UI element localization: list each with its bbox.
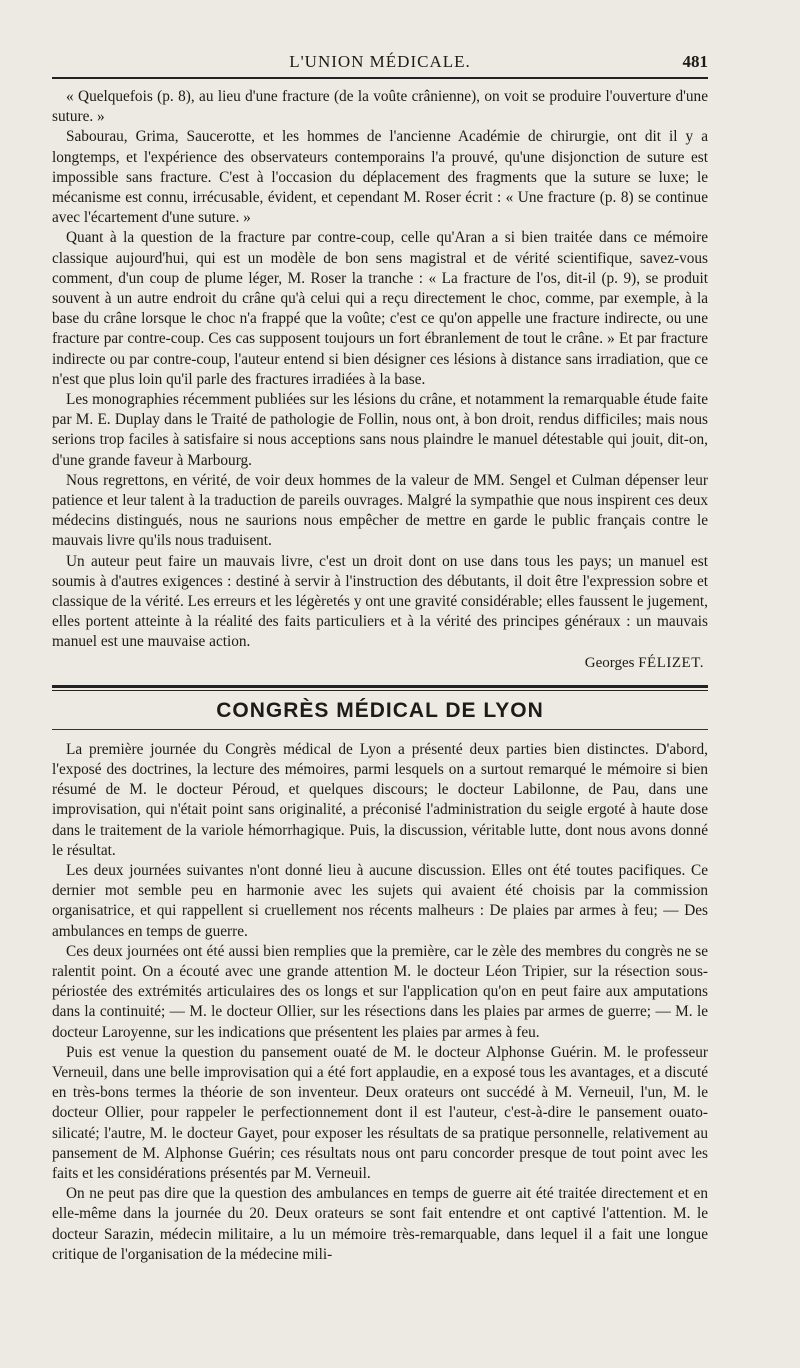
section-divider: [52, 685, 708, 691]
paragraph: Un auteur peut faire un mauvais livre, c'est un droit dont on use dans tous les pays; un manuel est soumis à d'autres exigences : destiné à servir à l'instruction des débutants, il doit être l'expression sobre et classique de la vérité. Les erreurs et les légèretés y ont une gravité considérable; elles faussent le jugement, elles portent atteinte à la réalité des faits particuliers et à la vérité des principes généraux : un mauvais manuel est une mauvaise action.: [52, 552, 708, 651]
paragraph: Puis est venue la question du pansement ouaté de M. le docteur Alphonse Guérin. M. le professeur Verneuil, dans une belle improvisation qui a été fort applaudie, en a exposé tous les avantages, et a discuté en très-bons termes la théorie de son inventeur. Deux orateurs ont succédé à M. Verneuil, l'un, M. le docteur Ollier, pour rappeler le perfectionnement dont il est l'auteur, c'est-à-dire le pansement ouato-silicaté; l'autre, M. le docteur Gayet, pour exposer les résultats de sa pratique personnelle, relativement au pansement de M. Alphonse Guérin; ces résultats nous ont paru concorder presque de tout point avec les faits et les considérations présentés par M. Verneuil.: [52, 1043, 708, 1182]
paragraph: La première journée du Congrès médical de Lyon a présenté deux parties bien distinctes. D'abord, l'exposé des doctrines, la lecture des mémoires, parmi lesquels on a surtout remarqué le mémoire si bien résumé de M. le docteur Péroud, et quelques discours; le docteur Labilonne, de Pau, dans une improvisation, qui n'était point sans originalité, a préconisé l'administration du seigle ergoté à haute dose dans le traitement de la variole hémorrhagique. Puis, la discussion, véritable lutte, dont nous avons donné le résultat.: [52, 740, 708, 859]
author-signature: [52, 653, 708, 673]
section-title: CONGRÈS MÉDICAL DE LYON: [52, 699, 708, 730]
signature-first-name: Georges: [584, 654, 635, 671]
paragraph: Quant à la question de la fracture par contre-coup, celle qu'Aran a si bien traitée dans ce mémoire classique aujourd'hui, qui est un modèle de bon sens magistral et de vérité scientifique, savez-vous comment, d'un coup de plume léger, M. Roser la tranche : « La fracture de l'os, dit-il (p. 9), se produit souvent à un autre endroit du crâne qu'à celui qui a reçu directement le choc, comme, par exemple, à la base du crâne lorsque le choc n'a frappé que la voûte; c'est ce qu'on appelle une fracture indirecte, ou une fracture par contre-coup. Ces cas supposent toujours un fort ébranlement de tout le crâne. » Et par fracture indirecte ou par contre-coup, l'auteur entend si bien désigner ces lésions à distance sans irradiation, que ce n'est que plus loin qu'il parle des fractures irradiées à la base.: [52, 229, 708, 388]
paragraph: Ces deux journées ont été aussi bien remplies que la première, car le zèle des membres du congrès ne se ralentit point. On a écouté avec une grande attention M. le docteur Léon Tripier, sur la résection sous-périostée des extrémités articulaires des os longs et sur l'application qu'on en peut faire aux amputations dans la continuité; — M. le docteur Ollier, sur les résections dans les plaies par armes de guerre; — M. le docteur Laroyenne, sur les indications que présentent les plaies par armes à feu.: [52, 942, 708, 1041]
paragraph: Sabourau, Grima, Saucerotte, et les hommes de l'ancienne Académie de chirurgie, ont dit il y a longtemps, et l'expérience des observateurs contemporains l'a prouvé, qu'une disjonction de suture est impossible sans fracture. C'est à l'occasion du déplacement des fragments que la suture se luxe; le mécanisme est connu, irrécusable, évident, et cependant M. Roser écrit : « Une fracture (p. 8) se continue avec l'écartement d'une suture. »: [52, 128, 708, 227]
running-title: L'UNION MÉDICALE.: [289, 52, 471, 71]
running-header: [52, 44, 708, 74]
article-review: [52, 87, 708, 673]
article-congress: [52, 740, 708, 1265]
signature-last-name: FÉLIZET.: [638, 654, 704, 671]
paragraph: Les deux journées suivantes n'ont donné lieu à aucune discussion. Elles ont été toutes pacifiques. Ce dernier mot semble peu en harmonie avec les sujets qui avaient été choisis par la commission organisatrice, et qui rappellent si cruellement nos récents malheurs : De plaies par armes à feu; — Des ambulances en temps de guerre.: [52, 861, 708, 940]
page-number: 481: [682, 52, 708, 71]
paragraph: On ne peut pas dire que la question des ambulances en temps de guerre ait été traitée directement et en elle-même dans la journée du 20. Deux orateurs se sont fait entendre et ont captivé l'attention. M. le docteur Sarazin, médecin militaire, a lu un mémoire très-remarquable, dans lequel il a fait une longue critique de l'organisation de la médecine mili-: [52, 1185, 708, 1263]
paragraph: Nous regrettons, en vérité, de voir deux hommes de la valeur de MM. Sengel et Culman dépenser leur patience et leur talent à la traduction de pareils ouvrages. Malgré la sympathie que nous inspirent ces deux médecins distingués, nous ne saurions nous empêcher de mettre en garde le public français contre le mauvais livre qu'ils nous traduisent.: [52, 471, 708, 550]
paragraph: Les monographies récemment publiées sur les lésions du crâne, et notamment la remarquable étude faite par M. E. Duplay dans le Traité de pathologie de Follin, nous ont, à bon droit, rendus difficiles; mais nous serions trop faciles à satisfaire si nous acceptions sans nous plaindre le manuel détestable qui jouit, dit-on, d'une grande faveur à Marbourg.: [52, 391, 708, 469]
header-rule: [52, 77, 708, 79]
paragraph: « Quelquefois (p. 8), au lieu d'une fracture (de la voûte crânienne), on voit se produire l'ouverture d'une suture. »: [52, 88, 708, 126]
